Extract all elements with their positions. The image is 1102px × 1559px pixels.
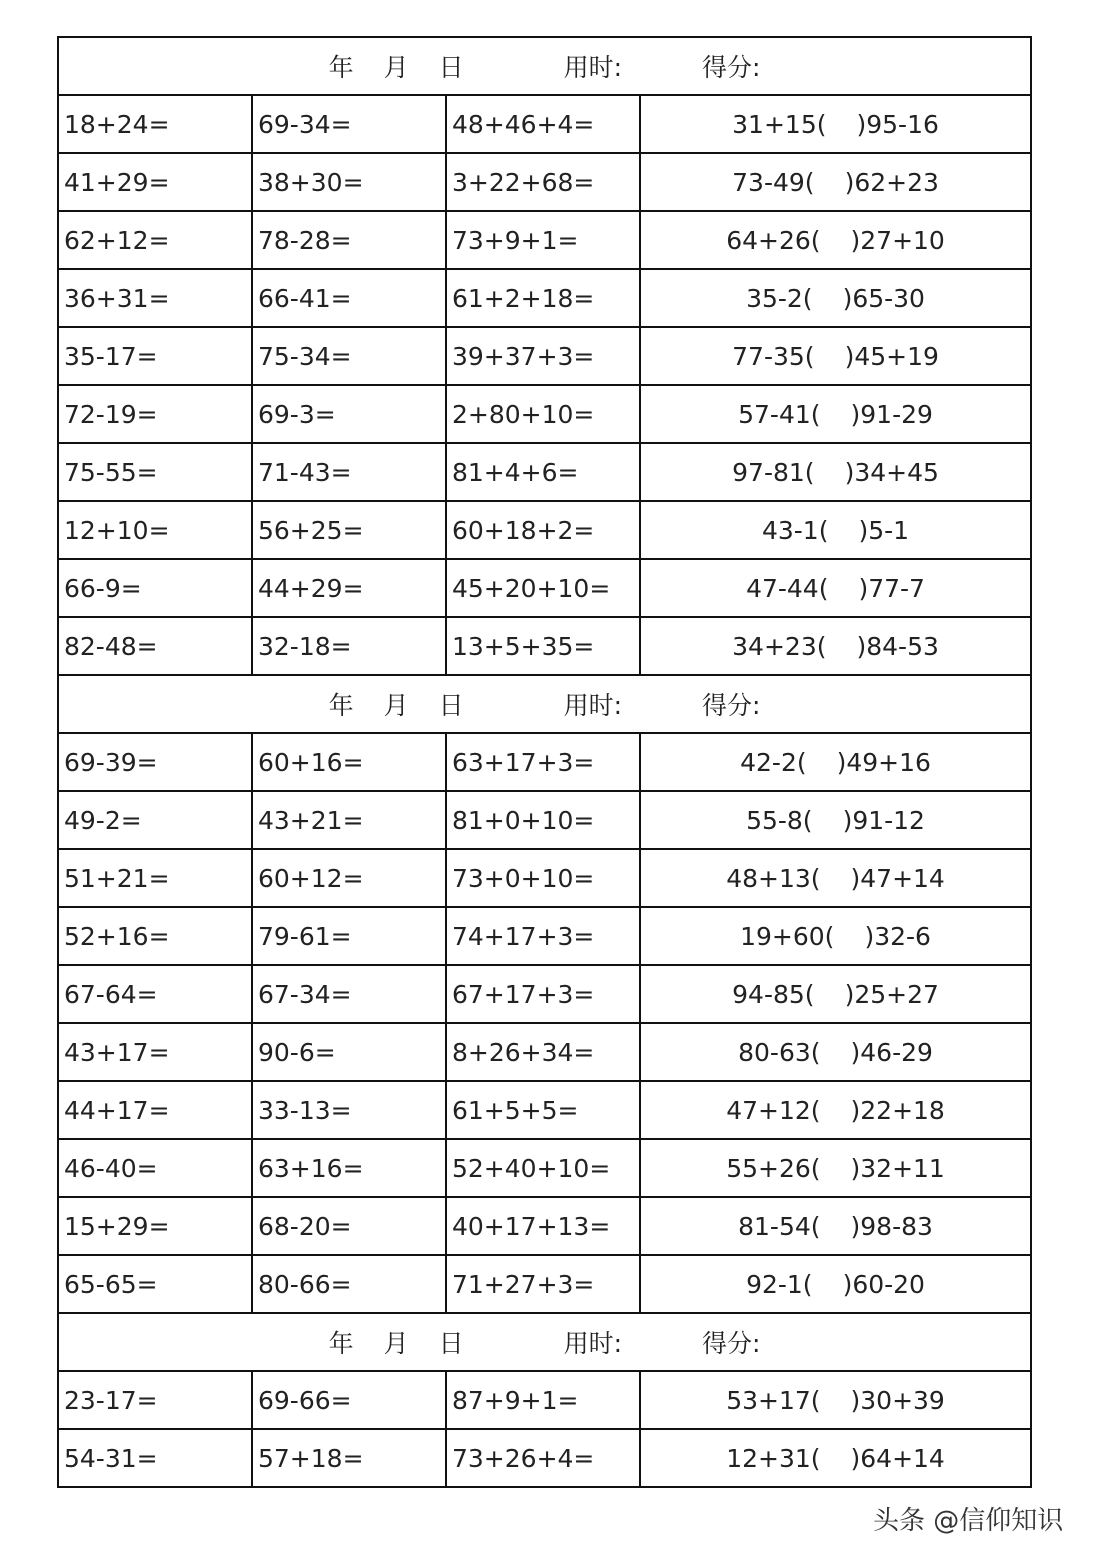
problem-cell: 60+12= <box>252 849 446 907</box>
header-year: 年 <box>328 1329 354 1358</box>
compare-right: )49+16 <box>836 747 931 777</box>
compare-right: )65-30 <box>842 283 925 313</box>
problem-row <box>58 1255 1031 1313</box>
compare-right: )95-16 <box>856 109 939 139</box>
problem-cell: 68-20= <box>252 1197 446 1255</box>
problem-cell: 63+16= <box>252 1139 446 1197</box>
problem-cell: 12+10= <box>58 501 252 559</box>
problem-cell: 75-55= <box>58 443 252 501</box>
problem-cell: 66-9= <box>58 559 252 617</box>
problem-cell: 73+0+10= <box>446 849 640 907</box>
compare-left: 73-49( <box>732 167 815 197</box>
problem-row <box>58 559 1031 617</box>
problem-cell: 79-61= <box>252 907 446 965</box>
problem-cell: 72-19= <box>58 385 252 443</box>
header-month: 月 <box>383 1329 409 1358</box>
problem-row <box>58 907 1031 965</box>
compare-right: )47+14 <box>850 863 945 893</box>
problem-cell: 69-3= <box>252 385 446 443</box>
problem-cell: 63+17+3= <box>446 733 640 791</box>
header-cell <box>58 37 1031 95</box>
compare-right: )34+45 <box>844 457 939 487</box>
problem-cell: 81+0+10= <box>446 791 640 849</box>
compare-cell <box>640 733 1031 791</box>
compare-right: )27+10 <box>850 225 945 255</box>
compare-right: )25+27 <box>844 979 939 1009</box>
compare-cell <box>640 1023 1031 1081</box>
problem-cell: 80-66= <box>252 1255 446 1313</box>
compare-cell <box>640 1081 1031 1139</box>
compare-right: )64+14 <box>850 1443 945 1473</box>
problem-row <box>58 1081 1031 1139</box>
header-time-label: 用时: <box>563 691 623 720</box>
compare-left: 55+26( <box>726 1153 821 1183</box>
compare-right: )91-12 <box>842 805 925 835</box>
problem-cell: 73+9+1= <box>446 211 640 269</box>
problem-cell: 69-39= <box>58 733 252 791</box>
compare-left: 53+17( <box>726 1385 821 1415</box>
problem-cell: 33-13= <box>252 1081 446 1139</box>
header-row <box>58 37 1031 95</box>
compare-cell <box>640 1197 1031 1255</box>
problem-cell: 81+4+6= <box>446 443 640 501</box>
compare-cell <box>640 849 1031 907</box>
header-row <box>58 1313 1031 1371</box>
worksheet-table <box>57 36 1032 1488</box>
header-day: 日 <box>438 1329 464 1358</box>
header-time-label: 用时: <box>563 1329 623 1358</box>
problem-cell: 15+29= <box>58 1197 252 1255</box>
compare-right: )22+18 <box>850 1095 945 1125</box>
problem-cell: 73+26+4= <box>446 1429 640 1487</box>
problem-cell: 13+5+35= <box>446 617 640 675</box>
problem-row <box>58 211 1031 269</box>
compare-left: 92-1( <box>746 1269 813 1299</box>
header-day: 日 <box>438 53 464 82</box>
compare-cell <box>640 617 1031 675</box>
compare-left: 81-54( <box>738 1211 821 1241</box>
problem-row <box>58 791 1031 849</box>
header-month: 月 <box>383 53 409 82</box>
worksheet-body <box>58 37 1031 1487</box>
problem-cell: 44+17= <box>58 1081 252 1139</box>
problem-cell: 36+31= <box>58 269 252 327</box>
problem-row <box>58 1139 1031 1197</box>
compare-left: 43-1( <box>761 515 829 545</box>
problem-cell: 61+2+18= <box>446 269 640 327</box>
problem-cell: 67-34= <box>252 965 446 1023</box>
compare-cell <box>640 385 1031 443</box>
compare-left: 31+15( <box>732 109 827 139</box>
problem-cell: 66-41= <box>252 269 446 327</box>
header-year: 年 <box>328 53 354 82</box>
problem-row <box>58 385 1031 443</box>
problem-cell: 71+27+3= <box>446 1255 640 1313</box>
compare-right: )60-20 <box>842 1269 925 1299</box>
problem-cell: 78-28= <box>252 211 446 269</box>
header-time-label: 用时: <box>563 53 623 82</box>
problem-cell: 65-65= <box>58 1255 252 1313</box>
header-row <box>58 675 1031 733</box>
problem-row <box>58 1371 1031 1429</box>
header-score-label: 得分: <box>702 53 761 82</box>
compare-right: )30+39 <box>850 1385 945 1415</box>
header-day: 日 <box>438 691 464 720</box>
compare-left: 12+31( <box>726 1443 821 1473</box>
compare-cell <box>640 965 1031 1023</box>
problem-cell: 32-18= <box>252 617 446 675</box>
problem-cell: 57+18= <box>252 1429 446 1487</box>
compare-right: )45+19 <box>844 341 939 371</box>
compare-left: 77-35( <box>732 341 815 371</box>
problem-cell: 74+17+3= <box>446 907 640 965</box>
compare-right: )46-29 <box>850 1037 933 1067</box>
compare-cell <box>640 907 1031 965</box>
problem-cell: 62+12= <box>58 211 252 269</box>
compare-cell <box>640 95 1031 153</box>
compare-cell <box>640 269 1031 327</box>
problem-cell: 67+17+3= <box>446 965 640 1023</box>
problem-cell: 56+25= <box>252 501 446 559</box>
problem-row <box>58 1197 1031 1255</box>
problem-row <box>58 501 1031 559</box>
watermark: 头条 @信仰知识 <box>873 1500 1063 1537</box>
problem-cell: 90-6= <box>252 1023 446 1081</box>
problem-cell: 41+29= <box>58 153 252 211</box>
compare-left: 57-41( <box>738 399 821 429</box>
problem-row <box>58 1429 1031 1487</box>
problem-row <box>58 95 1031 153</box>
compare-left: 42-2( <box>740 747 807 777</box>
problem-cell: 61+5+5= <box>446 1081 640 1139</box>
compare-left: 47+12( <box>726 1095 821 1125</box>
compare-cell <box>640 501 1031 559</box>
problem-cell: 40+17+13= <box>446 1197 640 1255</box>
problem-cell: 75-34= <box>252 327 446 385</box>
compare-left: 19+60( <box>740 921 835 951</box>
problem-row <box>58 733 1031 791</box>
compare-left: 55-8( <box>746 805 813 835</box>
compare-left: 35-2( <box>746 283 813 313</box>
compare-cell <box>640 559 1031 617</box>
compare-cell <box>640 1139 1031 1197</box>
problem-cell: 46-40= <box>58 1139 252 1197</box>
problem-cell: 69-66= <box>252 1371 446 1429</box>
compare-cell <box>640 153 1031 211</box>
problem-cell: 44+29= <box>252 559 446 617</box>
problem-row <box>58 965 1031 1023</box>
compare-cell <box>640 443 1031 501</box>
compare-left: 48+13( <box>726 863 821 893</box>
problem-cell: 8+26+34= <box>446 1023 640 1081</box>
problem-cell: 52+16= <box>58 907 252 965</box>
compare-right: )32-6 <box>864 921 931 951</box>
compare-cell <box>640 211 1031 269</box>
problem-row <box>58 617 1031 675</box>
compare-right: )91-29 <box>850 399 933 429</box>
compare-left: 47-44( <box>746 573 829 603</box>
header-score-label: 得分: <box>702 691 761 720</box>
compare-left: 34+23( <box>732 631 827 661</box>
compare-right: )5-1 <box>858 515 910 545</box>
compare-right: )77-7 <box>858 573 925 603</box>
compare-right: )62+23 <box>844 167 939 197</box>
problem-cell: 60+16= <box>252 733 446 791</box>
compare-left: 97-81( <box>732 457 815 487</box>
problem-cell: 71-43= <box>252 443 446 501</box>
problem-cell: 69-34= <box>252 95 446 153</box>
problem-cell: 45+20+10= <box>446 559 640 617</box>
problem-row <box>58 153 1031 211</box>
compare-left: 94-85( <box>732 979 815 1009</box>
header-cell <box>58 1313 1031 1371</box>
problem-cell: 18+24= <box>58 95 252 153</box>
problem-cell: 43+21= <box>252 791 446 849</box>
problem-cell: 2+80+10= <box>446 385 640 443</box>
problem-cell: 39+37+3= <box>446 327 640 385</box>
compare-right: )32+11 <box>850 1153 945 1183</box>
problem-cell: 35-17= <box>58 327 252 385</box>
compare-cell <box>640 1371 1031 1429</box>
problem-cell: 51+21= <box>58 849 252 907</box>
problem-cell: 38+30= <box>252 153 446 211</box>
problem-cell: 60+18+2= <box>446 501 640 559</box>
compare-cell <box>640 327 1031 385</box>
compare-cell <box>640 1255 1031 1313</box>
problem-row <box>58 443 1031 501</box>
compare-right: )98-83 <box>850 1211 933 1241</box>
compare-left: 80-63( <box>738 1037 821 1067</box>
problem-cell: 87+9+1= <box>446 1371 640 1429</box>
compare-cell <box>640 1429 1031 1487</box>
problem-cell: 49-2= <box>58 791 252 849</box>
compare-left: 64+26( <box>726 225 821 255</box>
compare-cell <box>640 791 1031 849</box>
problem-cell: 82-48= <box>58 617 252 675</box>
header-score-label: 得分: <box>702 1329 761 1358</box>
problem-cell: 23-17= <box>58 1371 252 1429</box>
compare-right: )84-53 <box>856 631 939 661</box>
problem-cell: 54-31= <box>58 1429 252 1487</box>
header-month: 月 <box>383 691 409 720</box>
header-cell <box>58 675 1031 733</box>
problem-cell: 43+17= <box>58 1023 252 1081</box>
header-year: 年 <box>328 691 354 720</box>
problem-row <box>58 849 1031 907</box>
problem-row <box>58 269 1031 327</box>
problem-cell: 67-64= <box>58 965 252 1023</box>
problem-cell: 52+40+10= <box>446 1139 640 1197</box>
problem-cell: 48+46+4= <box>446 95 640 153</box>
problem-row <box>58 327 1031 385</box>
problem-row <box>58 1023 1031 1081</box>
problem-cell: 3+22+68= <box>446 153 640 211</box>
